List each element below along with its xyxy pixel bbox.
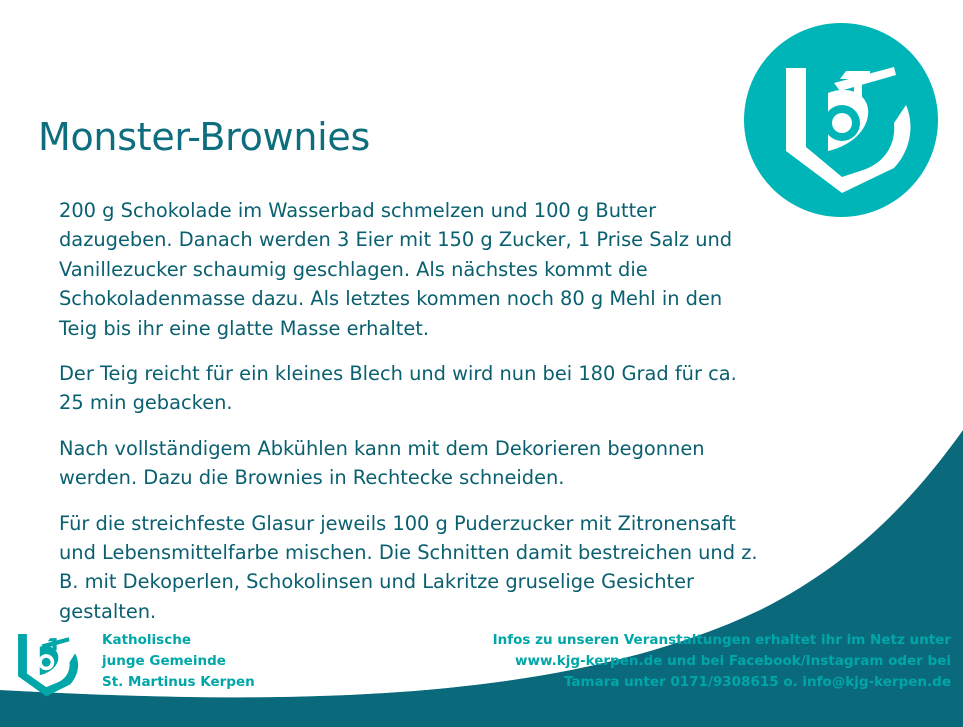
paragraph: 200 g Schokolade im Wasserbad schmelzen und 100 g Butter dazugeben. Danach werden 3 Eier mit 150 g Zucker, 1 Prise Salz und Vanillezucker schaumig geschlagen. Als nächstes kommt die Schokoladenmasse dazu. Als letztes kommen noch 80 g Mehl in den Teig bis ihr eine glatte Masse erhaltet. [59, 199, 733, 340]
paragraph: Nach vollständigem Abkühlen kann mit dem Dekorieren begonnen werden. Dazu die Brownies in Rechtecke schneiden. [59, 436, 705, 490]
info-line: Tamara unter 0171/9308615 o. info@kjg-kerpen.de [563, 674, 951, 690]
contact-info [431, 630, 951, 693]
info-line: Infos zu unseren Veranstaltungen erhaltet ihr im Netz unter [492, 632, 951, 648]
org-line: St. Martinus Kerpen [102, 674, 255, 690]
page-title: Monster-Brownies [38, 115, 370, 159]
paragraph: Für die streichfeste Glasur jeweils 100 g Puderzucker mit Zitronensaft und Lebensmittelfarbe mischen. Die Schnitten damit bestreichen und z. B. mit Dekoperlen, Schokolinsen und Lakritze gruselige Gesichter gestalten. [59, 511, 758, 623]
org-line: Katholische [102, 632, 191, 648]
organization-name [102, 630, 255, 693]
org-line: junge Gemeinde [102, 653, 226, 669]
paragraph: Der Teig reicht für ein kleines Blech und wird nun bei 180 Grad für ca. 25 min gebacken. [59, 362, 737, 415]
kjg-logo-icon [744, 23, 938, 217]
kjg-logo-small-icon [6, 622, 84, 700]
recipe-body [59, 196, 764, 642]
info-line: www.kjg-kerpen.de und bei Facebook/Instagram oder bei [515, 653, 951, 669]
